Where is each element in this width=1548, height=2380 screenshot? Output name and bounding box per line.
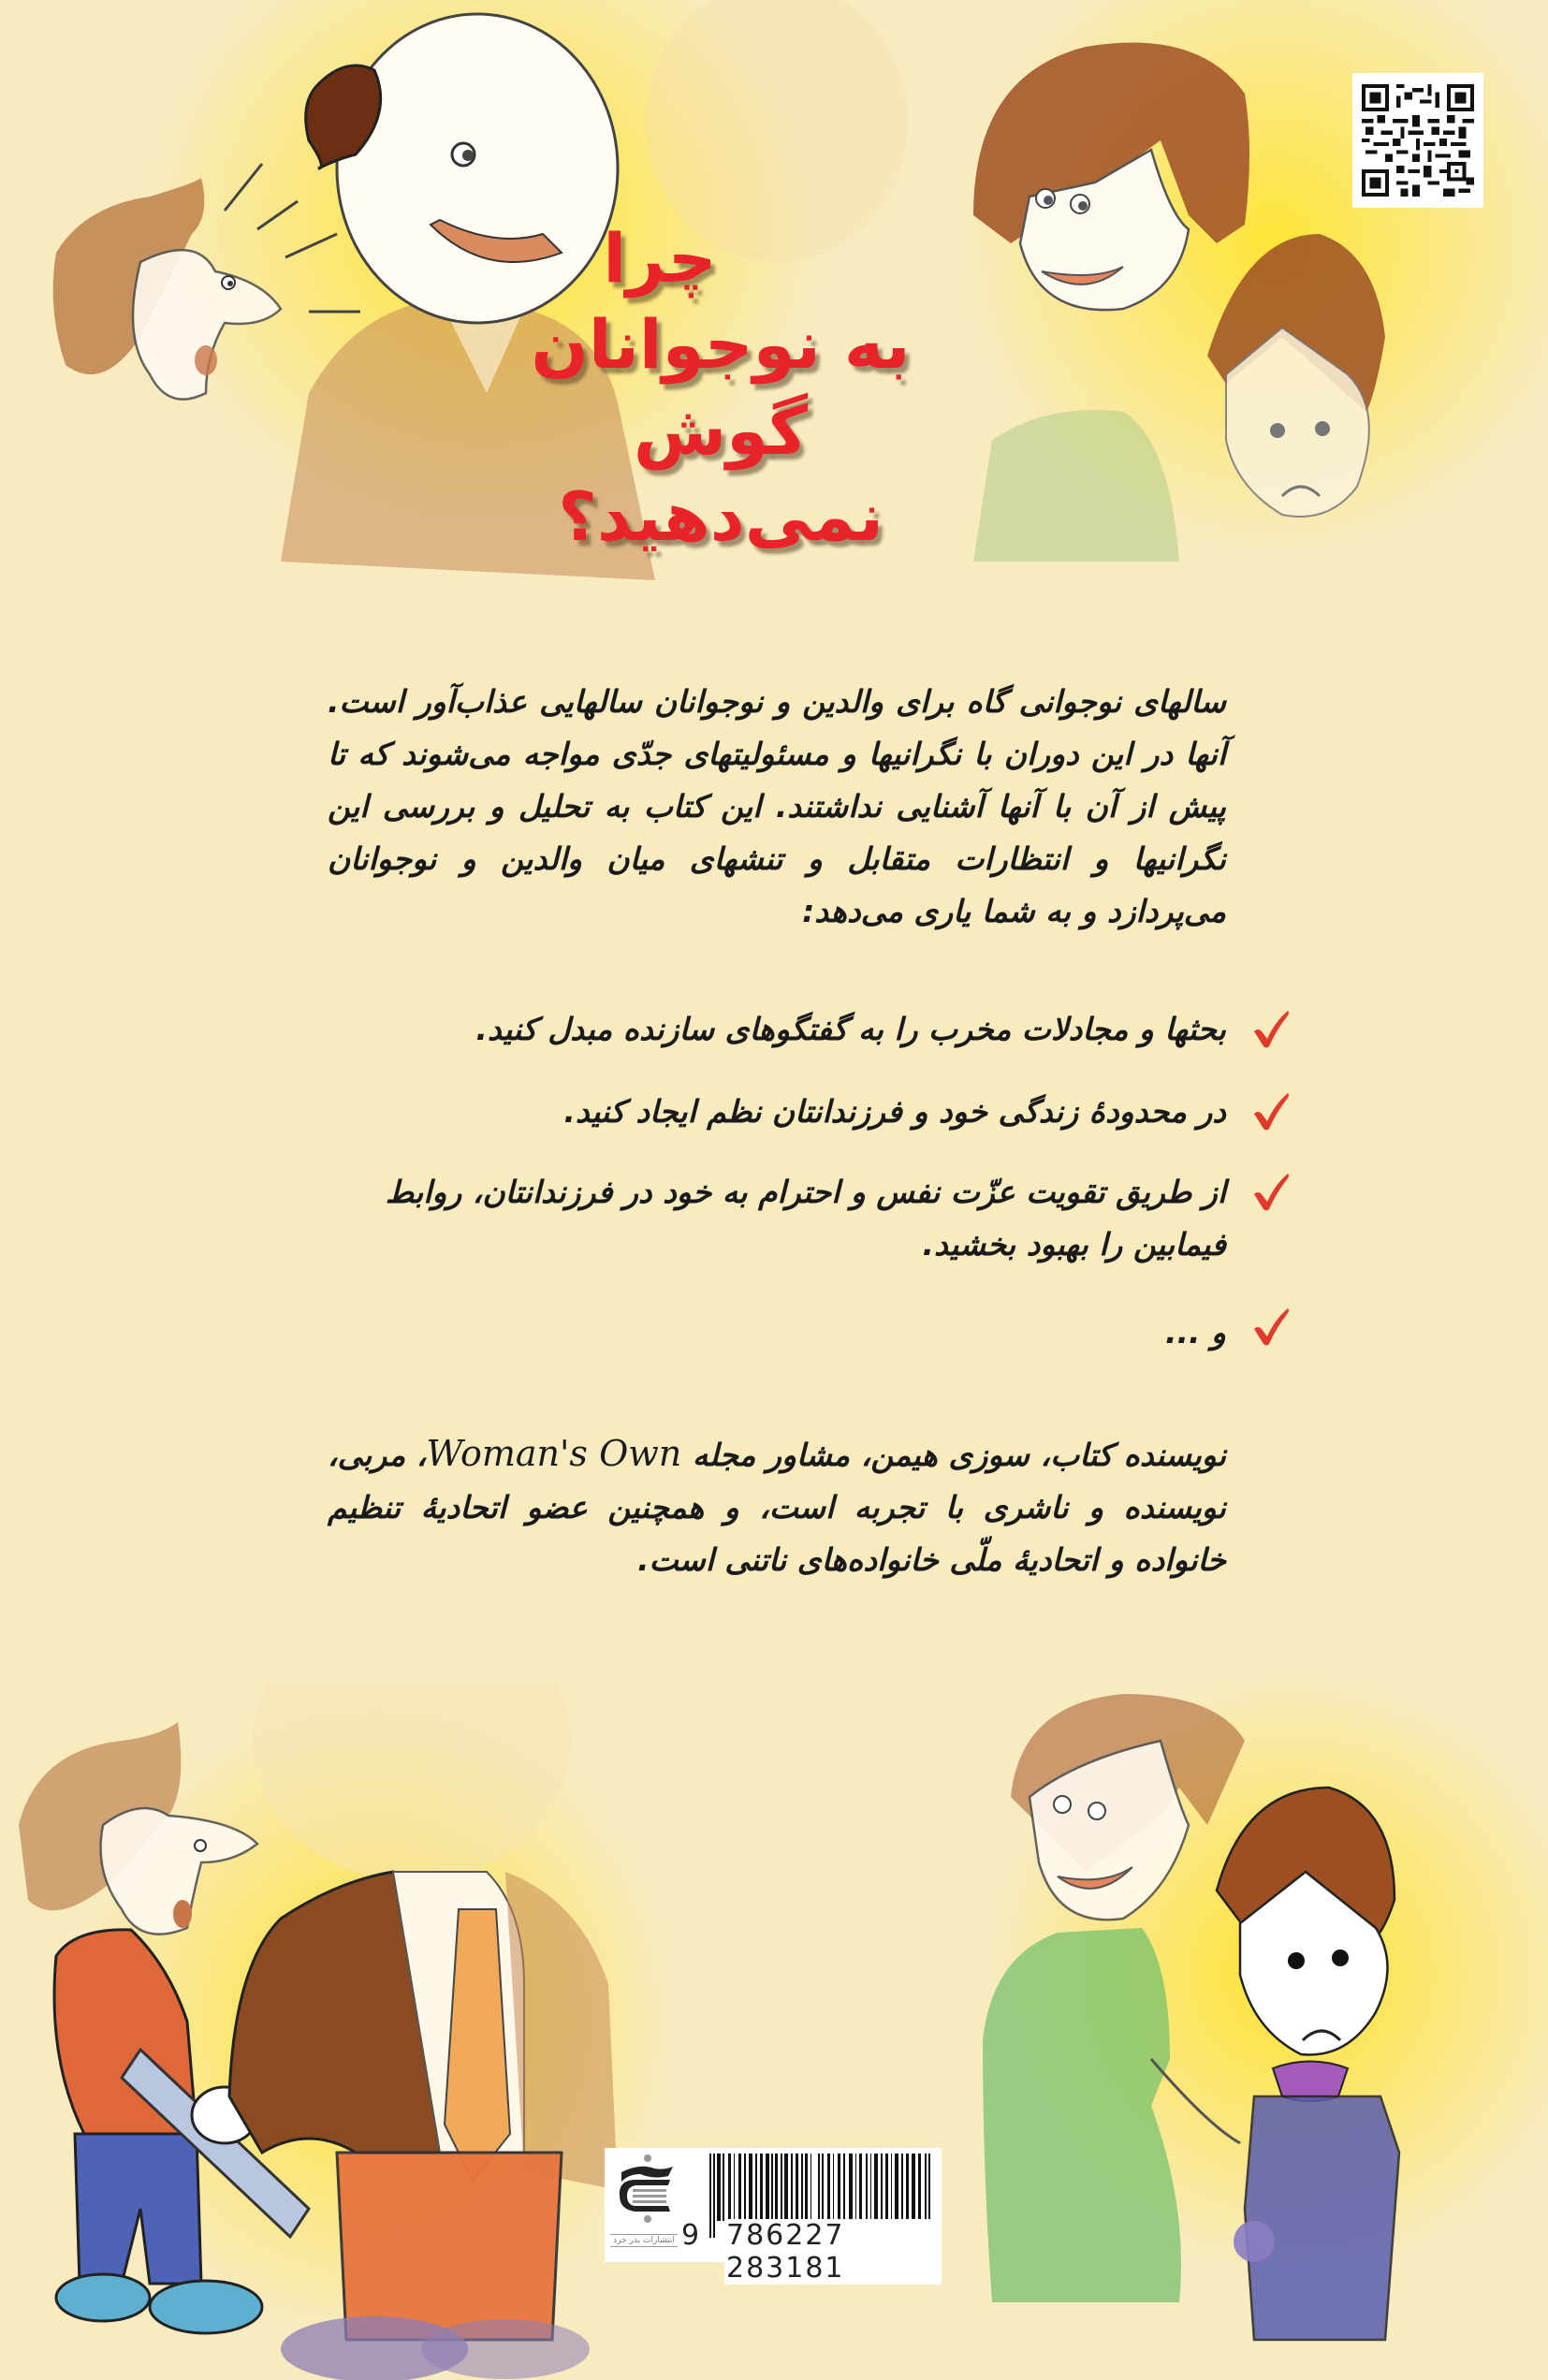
list-item	[328, 1003, 1292, 1056]
qr-code[interactable]	[1352, 73, 1483, 208]
barcode-block	[605, 2148, 942, 2285]
bullet-text: در محدودهٔ زندگی خود و فرزندانتان نظم ایجاد کنید.	[563, 1093, 1226, 1130]
author-bio	[328, 1427, 1226, 1586]
book-title	[524, 215, 917, 560]
bullet-text: از طریق تقویت عزّت نفس و احترام به خود در فرزندانتان، روابط فیمابین را بهبود بخشید.	[385, 1174, 1226, 1263]
check-icon	[1249, 1305, 1292, 1348]
list-item	[328, 1166, 1292, 1271]
qr-code-icon	[1362, 84, 1474, 197]
title-line-2: به نوجوانان	[531, 305, 911, 384]
publisher-name: انتشارات بذر خرد	[610, 2234, 678, 2247]
list-item	[328, 1307, 1292, 1359]
intro-text: سالهای نوجوانی گاه برای والدین و نوجوانان سالهایی عذاب‌آور است. آنها در این دوران با نگرانیها و مسئولیتهای جدّی مواجه می‌شوند که تا پیش از آن با آنها آشنایی نداشتند. این کتاب به تحلیل و بررسی این نگرانیها و انتظارات متقابل و تنشهای میان والدین و نوجوانان می‌پردازد و به شما یاری می‌دهد:	[328, 683, 1226, 929]
benefits-list	[328, 1003, 1292, 1359]
author-text-start: نویسنده کتاب، سوزی هیمن، مشاور مجله	[681, 1437, 1226, 1473]
isbn-first-digit: 9	[681, 2219, 700, 2252]
magazine-name: Woman's Own	[426, 1433, 682, 1474]
check-icon	[1249, 1007, 1292, 1050]
isbn-number: 786227 283181	[724, 2219, 942, 2285]
title-line-3: گوش نمی‌دهید؟	[558, 391, 884, 556]
check-icon	[1249, 1170, 1292, 1213]
title-line-1: چرا	[603, 219, 717, 298]
bullet-text: بحثها و مجادلات مخرب را به گفتگوهای سازنده مبدل کنید.	[475, 1011, 1226, 1047]
check-icon	[1249, 1089, 1292, 1132]
author-text-end: ، مربی، نویسنده و ناشری با تجربه است، و همچنین عضو اتحادیهٔ تنظیم خانواده و اتحادیهٔ ملّی خانواده‌های ناتنی است.	[328, 1437, 1226, 1578]
bullet-text: و ...	[1164, 1314, 1226, 1351]
intro-paragraph	[328, 676, 1226, 938]
publisher-logo-icon	[612, 2154, 678, 2228]
list-item	[328, 1086, 1292, 1138]
